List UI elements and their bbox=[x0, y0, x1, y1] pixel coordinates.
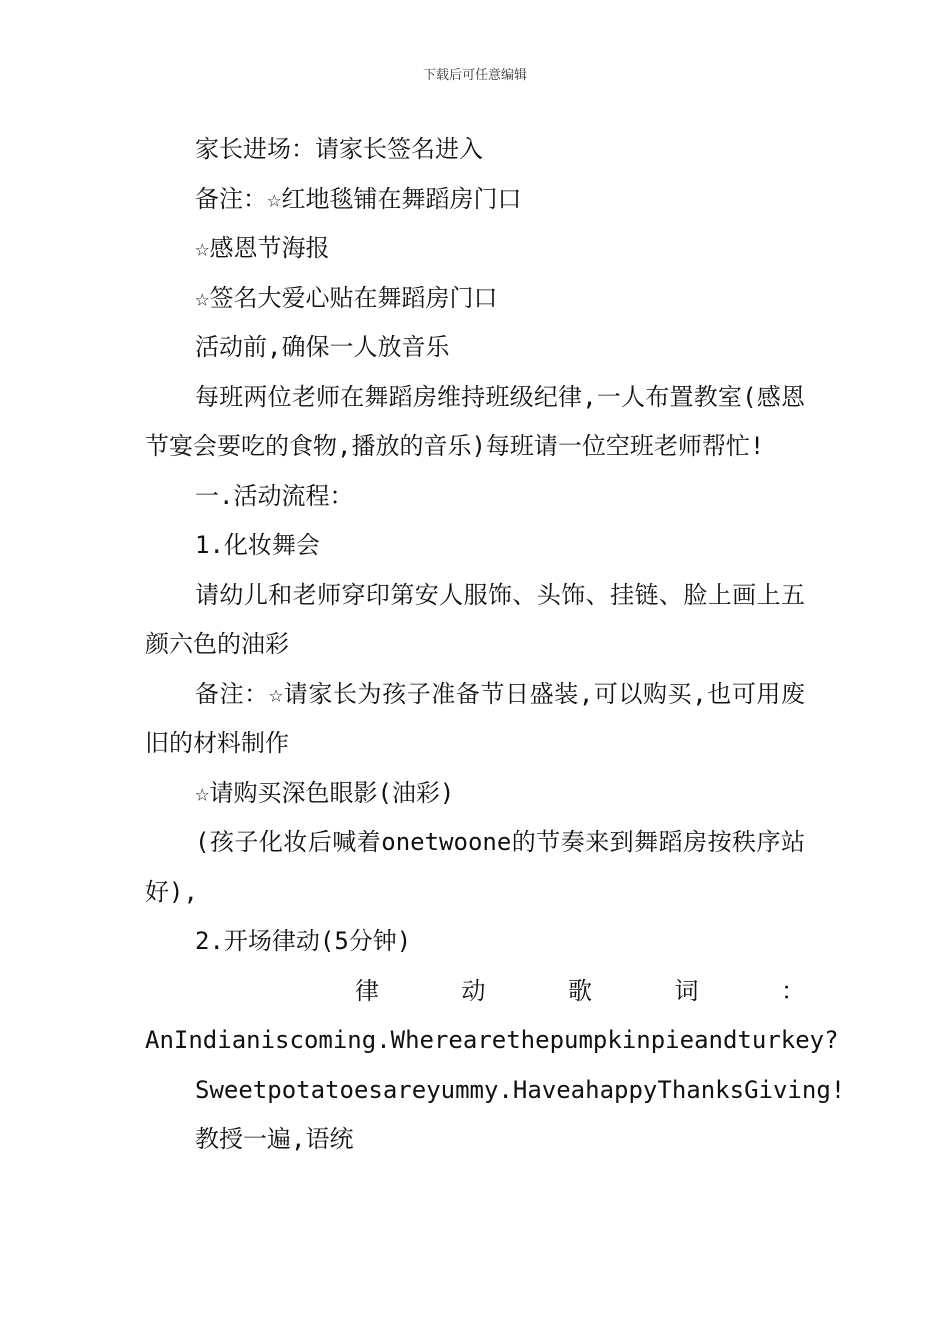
paragraph-note-red-carpet: 备注：☆红地毯铺在舞蹈房门口 bbox=[195, 184, 522, 213]
paragraph-note-costume: 备注：☆请家长为孩子准备节日盛装,可以购买,也可用废旧的材料制作 bbox=[145, 679, 805, 757]
paragraph-eyeshadow: ☆请购买深色眼影(油彩) bbox=[195, 778, 455, 807]
document-body bbox=[145, 125, 846, 1165]
paragraph-costume: 请幼儿和老师穿印第安人服饰、头饰、挂链、脸上画上五颜六色的油彩 bbox=[145, 580, 805, 658]
paragraph-music: 活动前,确保一人放音乐 bbox=[195, 333, 450, 361]
lyrics-line-2: Sweetpotatoesareyummy.HaveahappyThanksGiving! bbox=[195, 1075, 846, 1104]
lyrics-line-1: AnIndianiscoming.Wherearethepumpkinpieandturkey? bbox=[145, 1026, 839, 1054]
lyrics-heading-char: 歌 bbox=[568, 976, 592, 1005]
paragraph-heart-sticker: ☆签名大爱心贴在舞蹈房门口 bbox=[195, 283, 498, 312]
subheading-opening-rhythm: 2.开场律动(5分钟) bbox=[195, 927, 412, 955]
paragraph-poster: ☆感恩节海报 bbox=[195, 234, 330, 262]
section-heading-process: 一.活动流程： bbox=[195, 481, 354, 510]
lyrics-heading-char: 动 bbox=[461, 976, 486, 1005]
subheading-makeup-ball: 1.化妆舞会 bbox=[195, 531, 320, 559]
paragraph-closing: 教授一遍,语统 bbox=[195, 1125, 354, 1153]
paragraph-line-up: (孩子化妆后喊着onetwoone的节奏来到舞蹈房按秩序站好), bbox=[145, 828, 805, 906]
lyrics-heading-char: 律 bbox=[355, 976, 379, 1005]
paragraph-parent-entry: 家长进场：请家长签名进入 bbox=[195, 135, 483, 163]
lyrics-heading-char: 词 bbox=[674, 976, 699, 1005]
page-header-note: 下载后可任意编辑 bbox=[422, 68, 527, 83]
lyrics-heading-char: ： bbox=[781, 976, 805, 1005]
paragraph-teachers: 每班两位老师在舞蹈房维持班级纪律,一人布置教室(感恩节宴会要吃的食物,播放的音乐)每班请一位空班老师帮忙! bbox=[145, 382, 805, 460]
lyrics-heading bbox=[145, 967, 805, 1017]
